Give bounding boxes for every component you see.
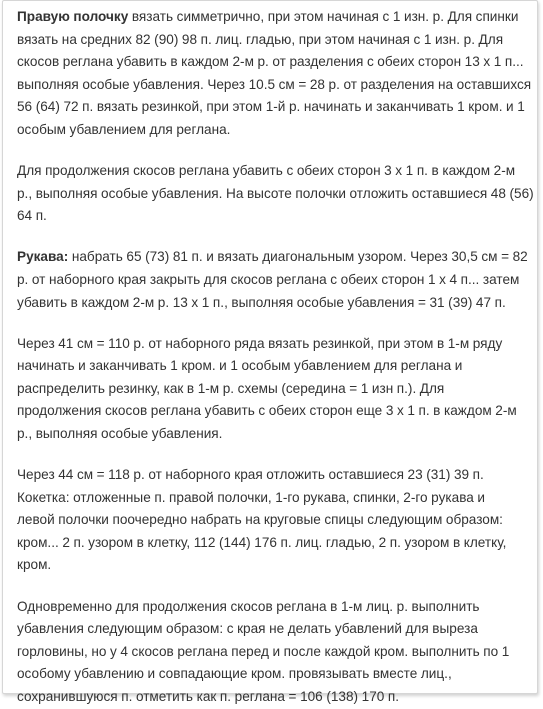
text-line: р., выполняя особые убавления. bbox=[17, 426, 223, 441]
text-line: Через 41 см = 110 р. от наборного ряда вязать резинкой, при этом в 1-м ряду bbox=[17, 335, 503, 351]
text-line: особым убавлением для реглана. bbox=[17, 121, 231, 137]
text-line: Кокетка: отложенные п. правой полочки, 1-го рукава, спинки, 2-го рукава и bbox=[17, 489, 485, 505]
text-line: левой полочки поочередно набрать на круговые спицы следующим образом: bbox=[17, 512, 503, 528]
text-line: убавления следующим образом: с края не делать убавлений для выреза bbox=[17, 621, 478, 637]
text-line: горловины, но у 4 скосов реглана перед и после каждой кром. выполнить по 1 bbox=[17, 643, 510, 659]
text-line: р., выполняя особые убавления. На высоте полочки отложить оставшиеся 48 (56) bbox=[17, 185, 534, 201]
text-line: выполняя особые убавления. Через 10.5 см = 28 р. от разделения на оставшихся bbox=[17, 76, 532, 92]
text-line: Для продолжения скосов реглана убавить с обеих сторон 3 х 1 п. в каждом 2-м bbox=[17, 163, 516, 179]
text-line: Правую полочку вязать симметрично, при этом начиная с 1 изн. р. Для спинки bbox=[17, 9, 519, 24]
text-line: 64 п. bbox=[17, 208, 47, 224]
text-line: распределить резинку, как в 1-м р. схемы (середина = 1 изн п.). Для bbox=[17, 380, 445, 396]
paragraph-sleeves bbox=[17, 246, 528, 314]
paragraph-simultaneous-decreases bbox=[17, 596, 523, 709]
text-line: Одновременно для продолжения скосов реглана в 1-м лиц. р. выполнить bbox=[17, 598, 480, 614]
section-heading: Рукава: bbox=[17, 249, 69, 265]
document-card bbox=[2, 0, 538, 704]
paragraph-right-front bbox=[17, 6, 532, 142]
text-line: убавить в каждом 2-м р. 13 х 1 п., выполняя особые убавления = 31 (39) 47 п. bbox=[17, 294, 506, 310]
text-line: продолжения скосов реглана убавить с обеих сторон еще 3 х 1 п. в каждом 2-м bbox=[17, 403, 517, 419]
text-line: скосов реглана убавить в каждом 2-м р. от разделения с обеих сторон 13 х 1 п... bbox=[17, 54, 524, 70]
paragraph-yoke bbox=[17, 464, 523, 577]
text-line: кром... 2 п. узором в клетку, 112 (144) 176 п. лиц. гладью, 2 п. узором в клетку, bbox=[17, 534, 507, 550]
text-line: вязать на средних 82 (90) 98 п. лиц. гладью, при этом начиная с 1 изн. р. Для bbox=[17, 31, 504, 47]
text-line: Через 44 см = 118 р. от наборного края отложить оставшиеся 23 (31) 39 п. bbox=[17, 467, 484, 483]
text-line: 56 (64) 72 п. вязать резинкой, при этом 1-й р. начинать и заканчивать 1 кром. и 1 bbox=[17, 99, 525, 115]
text-line: Рукава: набрать 65 (73) 81 п. и вязать диагональным узором. Через 30,5 см = 82 bbox=[17, 249, 528, 265]
section-heading: Правую полочку bbox=[17, 9, 129, 24]
text-line: особому убавлению и совпадающие кром. провязывать вместе лиц., bbox=[17, 666, 452, 682]
paragraph-sleeve-ribbing bbox=[17, 333, 523, 446]
text-line: сохранившуюся п. отметить как п. реглана = 106 (138) 170 п. bbox=[17, 688, 400, 704]
text-line: р. от наборного края закрыть для скосов реглана с обеих сторон 1 х 4 п... затем bbox=[17, 271, 520, 287]
paragraph-raglan-continuation bbox=[17, 160, 534, 228]
text-line: кром. bbox=[17, 557, 52, 573]
text-line: начинать и заканчивать 1 кром. и 1 особым убавлением для реглана и bbox=[17, 358, 463, 374]
